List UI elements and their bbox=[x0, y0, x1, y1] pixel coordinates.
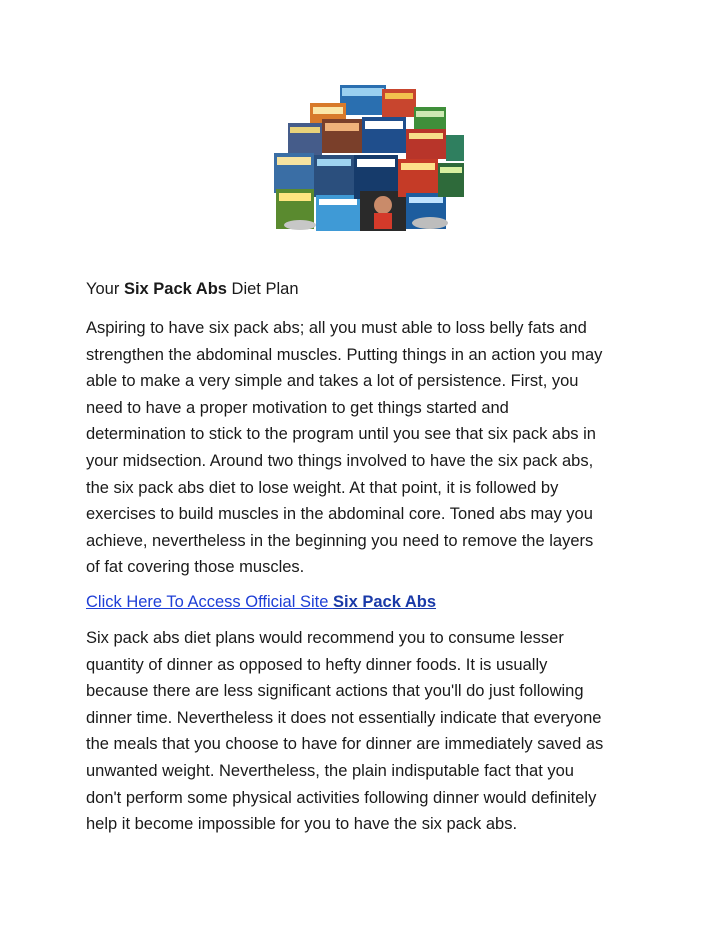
text-line: your midsection. Around two things involved to have the six pack abs, bbox=[86, 451, 594, 470]
text-line: exercises to build muscles in the abdominal core. Toned abs may you bbox=[86, 505, 593, 524]
text-line: quantity of dinner as opposed to hefty dinner foods. It is usually bbox=[86, 655, 548, 674]
text-line: Aspiring to have six pack abs; all you must able to loss belly fats and bbox=[86, 319, 587, 337]
text-line: achieve, nevertheless in the beginning you need to remove the layers bbox=[86, 531, 594, 550]
text-line: able to make a very simple and takes a lot of persistence. First, you bbox=[86, 372, 579, 391]
title-keyword: Six Pack Abs bbox=[123, 280, 227, 298]
official-site-link-row bbox=[86, 589, 666, 615]
official-site-link[interactable]: Click Here To Access Official Site bbox=[86, 592, 333, 611]
paragraph-dinner bbox=[86, 625, 666, 838]
paragraph-intro bbox=[86, 315, 666, 581]
text-line: unwanted weight. Nevertheless, the plain indisputable fact that you bbox=[86, 761, 574, 780]
text-line: strengthen the abdominal muscles. Putting things in an action you may bbox=[86, 345, 603, 364]
text-line: determination to stick to the program until you see that six pack abs in bbox=[86, 425, 596, 444]
text-line: don't perform some physical activities following dinner would definitely bbox=[86, 788, 597, 807]
text-line: Six pack abs diet plans would recommend you to consume lesser bbox=[86, 628, 564, 647]
article-title: Your Six Pack Abs Diet Plan bbox=[86, 280, 299, 298]
text-line: the meals that you choose to have for dinner are immediately saved as bbox=[86, 735, 604, 754]
text-line: dinner time. Nevertheless it does not essentially indicate that everyone bbox=[86, 708, 602, 727]
text-line: because there are less significant actions that you'll do just following bbox=[86, 682, 584, 701]
text-line: help it become impossible for you to have the six pack abs. bbox=[86, 815, 518, 834]
text-line: of fat covering those muscles. bbox=[86, 558, 305, 577]
product-bundle-image bbox=[270, 83, 466, 233]
text-line: the six pack abs diet to lose weight. At that point, it is followed by bbox=[86, 478, 559, 497]
text-line: need to have a proper motivation to get things started and bbox=[86, 398, 509, 417]
six-pack-abs-link[interactable]: Six Pack Abs bbox=[332, 592, 437, 611]
article-body bbox=[86, 277, 666, 846]
